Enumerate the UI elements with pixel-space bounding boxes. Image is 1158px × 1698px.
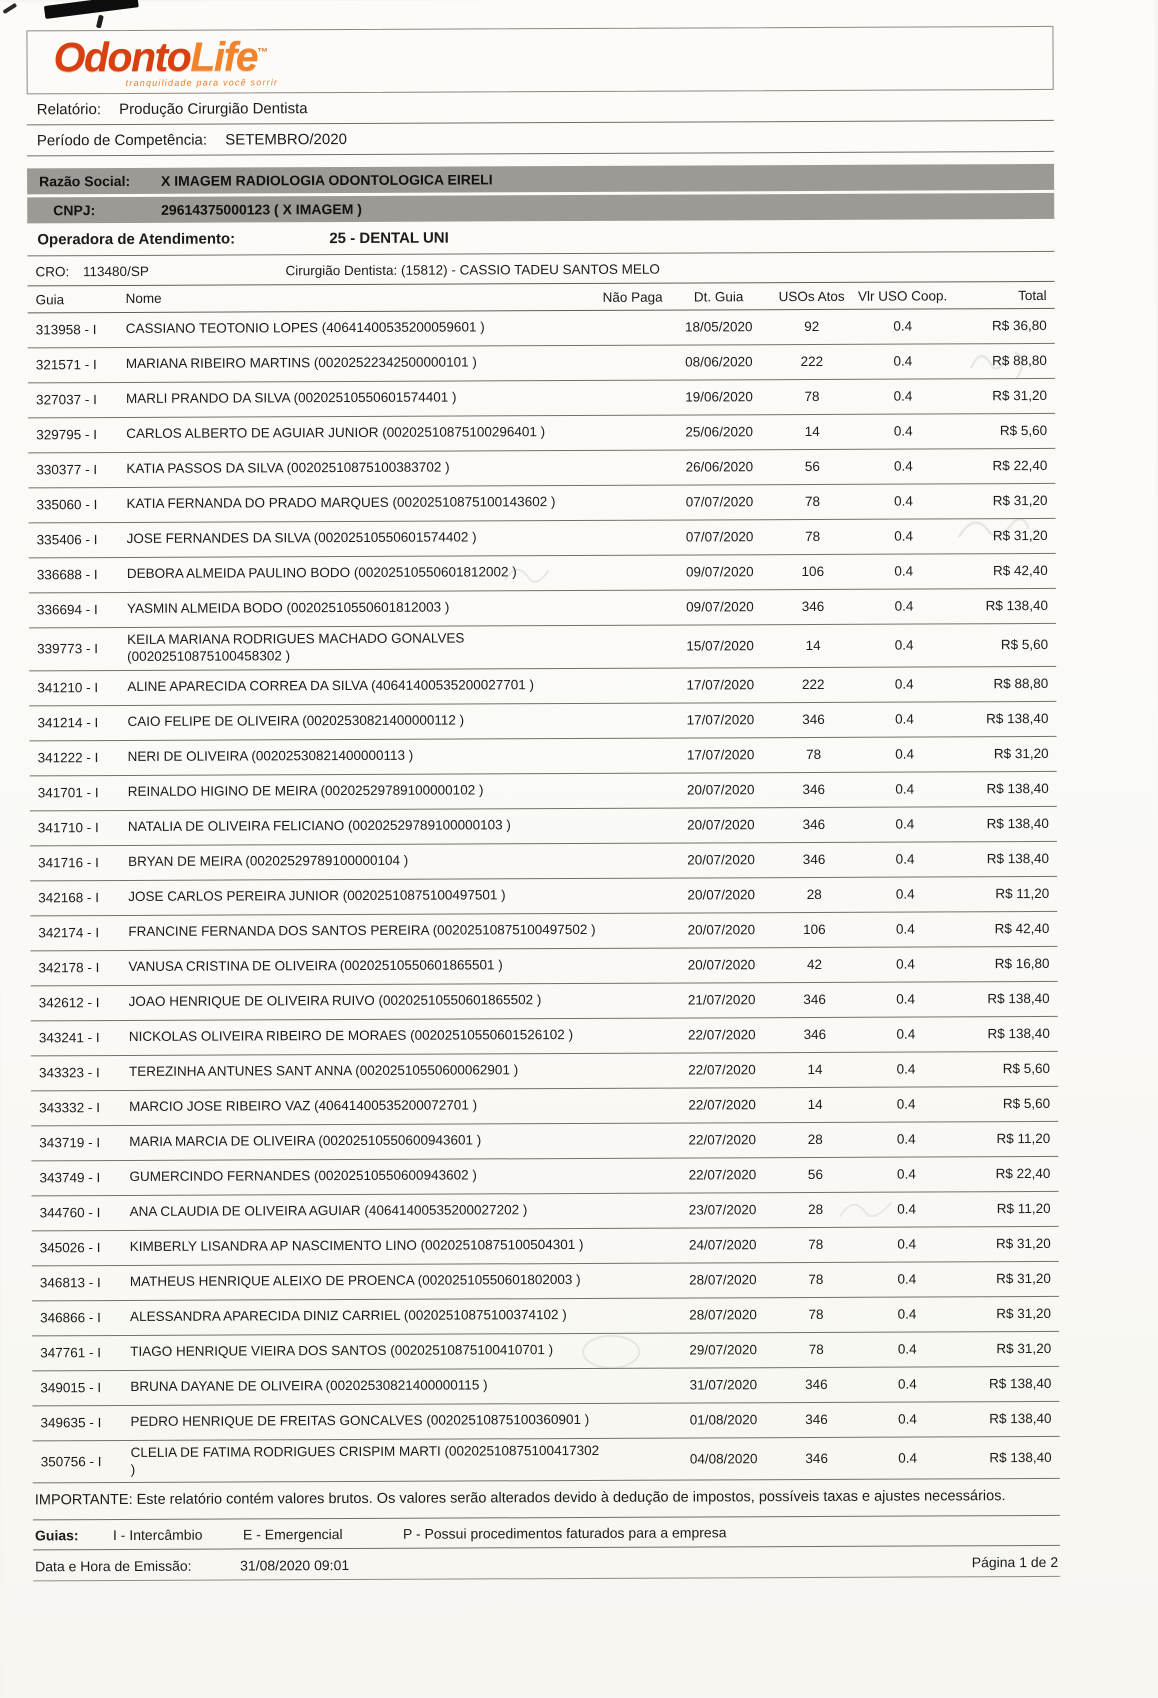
razao-social-label: Razão Social: — [39, 173, 135, 189]
logo-trademark: ™ — [257, 47, 267, 59]
cell-dt-guia: 18/05/2020 — [671, 320, 767, 335]
operadora-value: 25 - DENTAL UNI — [329, 230, 449, 248]
cell-total: R$ 5,60 — [956, 637, 1048, 652]
cell-dt-guia: 07/07/2020 — [671, 495, 767, 510]
cell-nome: CASSIANO TEOTONIO LOPES (40641400535200059601 ) — [126, 319, 595, 338]
cell-usos-atos: 78 — [775, 747, 853, 762]
cell-usos-atos: 14 — [773, 424, 851, 439]
cell-nome: PEDRO HENRIQUE DE FREITAS GONCALVES (00202510875100360901 ) — [130, 1412, 599, 1431]
cell-total: R$ 11,20 — [959, 1201, 1051, 1216]
cell-nome: MARCIO JOSE RIBEIRO VAZ (40641400535200072701 ) — [129, 1097, 598, 1116]
cell-total: R$ 138,40 — [959, 1376, 1051, 1391]
cell-dt-guia: 28/07/2020 — [675, 1272, 771, 1287]
cell-usos-atos: 78 — [774, 529, 852, 544]
cell-nome: JOSE CARLOS PEREIRA JUNIOR (00202510875100497501 ) — [128, 887, 597, 906]
cell-dt-guia: 22/07/2020 — [674, 1097, 770, 1112]
cell-total: R$ 138,40 — [958, 991, 1050, 1006]
cell-vlr-uso-coop: 0.4 — [857, 319, 949, 334]
cell-dt-guia: 07/07/2020 — [672, 530, 768, 545]
cell-nome: DEBORA ALMEIDA PAULINO BODO (00202510550601812002 ) — [127, 564, 596, 583]
cell-usos-atos: 14 — [774, 638, 852, 653]
cell-guia: 343332 - I — [39, 1100, 123, 1115]
cell-guia: 329795 - I — [36, 427, 120, 442]
cell-usos-atos: 78 — [777, 1237, 855, 1252]
table-row — [29, 702, 1056, 741]
cell-nome: JOSE FERNANDES DA SILVA (00202510550601574402 ) — [127, 529, 596, 548]
cell-total: R$ 138,40 — [956, 598, 1048, 613]
legend-intercambio: I - Intercâmbio — [113, 1527, 243, 1544]
table-row — [32, 1297, 1059, 1336]
cell-usos-atos: 28 — [775, 887, 853, 902]
table-row — [30, 737, 1057, 776]
header-guia: Guia — [36, 292, 120, 307]
logo-wordmark — [53, 33, 266, 80]
cell-total: R$ 22,40 — [958, 1166, 1050, 1181]
cell-guia: 342168 - I — [38, 890, 122, 905]
scan-corner-mark — [2, 3, 17, 14]
cell-total: R$ 11,20 — [958, 1131, 1050, 1146]
cell-vlr-uso-coop: 0.4 — [857, 389, 949, 404]
table-row — [29, 519, 1056, 558]
cell-total: R$ 11,20 — [957, 886, 1049, 901]
cell-usos-atos: 92 — [773, 319, 851, 334]
cell-guia: 341222 - I — [38, 750, 122, 765]
cell-vlr-uso-coop: 0.4 — [857, 459, 949, 474]
cell-dt-guia: 20/07/2020 — [673, 922, 769, 937]
table-row — [28, 449, 1055, 488]
cell-vlr-uso-coop: 0.4 — [862, 1450, 954, 1465]
cell-dt-guia: 22/07/2020 — [674, 1132, 770, 1147]
cell-total: R$ 31,20 — [955, 388, 1047, 403]
cnpj-value: 29614375000123 ( X IMAGEM ) — [161, 201, 362, 218]
cell-nome: TEREZINHA ANTUNES SANT ANNA (00202510550600062901 ) — [129, 1062, 598, 1081]
cell-vlr-uso-coop: 0.4 — [860, 1096, 952, 1111]
cell-nome: VANUSA CRISTINA DE OLIVEIRA (00202510550601865501 ) — [128, 957, 597, 976]
cell-vlr-uso-coop: 0.4 — [861, 1376, 953, 1391]
cell-total: R$ 5,60 — [958, 1096, 1050, 1111]
logo-text-odonto: Odonto — [53, 34, 190, 81]
table-row — [29, 589, 1056, 628]
cell-dt-guia: 08/06/2020 — [671, 355, 767, 370]
cell-dt-guia: 31/07/2020 — [675, 1377, 771, 1392]
razao-social-bar — [27, 164, 1054, 194]
cell-dt-guia: 09/07/2020 — [672, 600, 768, 615]
cell-total: R$ 88,80 — [955, 353, 1047, 368]
cell-dt-guia: 21/07/2020 — [674, 992, 770, 1007]
table-row — [31, 1017, 1058, 1056]
cell-total: R$ 31,20 — [959, 1341, 1051, 1356]
table-row — [30, 807, 1057, 846]
cell-total: R$ 138,40 — [959, 1411, 1051, 1426]
report-table-body — [28, 309, 1060, 1484]
cell-nome: ALESSANDRA APARECIDA DINIZ CARRIEL (00202510875100374102 ) — [130, 1307, 599, 1326]
cell-vlr-uso-coop: 0.4 — [858, 564, 950, 579]
guias-label: Guias: — [35, 1527, 113, 1543]
cell-usos-atos: 222 — [774, 677, 852, 692]
header-nao-paga: Não Paga — [601, 290, 665, 305]
operadora-row — [27, 219, 1054, 256]
cell-dt-guia: 20/07/2020 — [673, 817, 769, 832]
cell-dt-guia: 23/07/2020 — [675, 1202, 771, 1217]
periodo-row — [27, 121, 1054, 156]
cell-vlr-uso-coop: 0.4 — [857, 424, 949, 439]
header-vlr-uso-coop: Vlr USO Coop. — [857, 288, 949, 303]
table-row — [28, 309, 1055, 348]
cell-usos-atos: 78 — [773, 494, 851, 509]
cell-vlr-uso-coop: 0.4 — [860, 1166, 952, 1181]
cell-guia: 343323 - I — [39, 1065, 123, 1080]
cell-dt-guia: 20/07/2020 — [673, 852, 769, 867]
cell-guia: 341710 - I — [38, 820, 122, 835]
cell-total: R$ 138,40 — [960, 1450, 1052, 1465]
cell-guia: 342178 - I — [38, 960, 122, 975]
cell-usos-atos: 346 — [775, 782, 853, 797]
relatorio-label: Relatório: — [37, 101, 101, 118]
cell-guia: 342174 - I — [38, 925, 122, 940]
cell-vlr-uso-coop: 0.4 — [859, 852, 951, 867]
header-nome: Nome — [126, 289, 595, 308]
cell-dt-guia: 19/06/2020 — [671, 390, 767, 405]
cell-vlr-uso-coop: 0.4 — [858, 529, 950, 544]
cell-guia: 349015 - I — [40, 1380, 124, 1395]
cro-field — [35, 263, 285, 279]
cell-dt-guia: 15/07/2020 — [672, 638, 768, 653]
cell-guia: 341214 - I — [37, 715, 121, 730]
cell-usos-atos: 106 — [775, 922, 853, 937]
cell-vlr-uso-coop: 0.4 — [859, 887, 951, 902]
table-row — [29, 667, 1056, 706]
cell-guia: 335060 - I — [36, 497, 120, 512]
cell-vlr-uso-coop: 0.4 — [857, 354, 949, 369]
report-content — [26, 26, 1060, 1582]
cell-guia: 341716 - I — [38, 855, 122, 870]
cell-dt-guia: 24/07/2020 — [675, 1237, 771, 1252]
cell-nome: KEILA MARIANA RODRIGUES MACHADO GONALVES (00202510875100458302 ) — [127, 630, 596, 666]
cell-usos-atos: 346 — [777, 1377, 855, 1392]
cell-total: R$ 22,40 — [955, 458, 1047, 473]
cell-nome: JOAO HENRIQUE DE OLIVEIRA RUIVO (00202510550601865502 ) — [129, 992, 598, 1011]
table-row — [32, 1367, 1059, 1406]
cell-vlr-uso-coop: 0.4 — [858, 599, 950, 614]
cell-total: R$ 16,80 — [957, 956, 1049, 971]
cell-dt-guia: 01/08/2020 — [675, 1412, 771, 1427]
cell-total: R$ 31,20 — [959, 1236, 1051, 1251]
cell-total: R$ 138,40 — [957, 851, 1049, 866]
legend-emergencial: E - Emergencial — [243, 1526, 403, 1543]
cnpj-label: CNPJ: — [39, 202, 135, 218]
cell-usos-atos: 78 — [777, 1307, 855, 1322]
cell-usos-atos: 346 — [778, 1451, 856, 1466]
cro-label: CRO: — [35, 264, 69, 279]
cell-nome: MARIANA RIBEIRO MARTINS (00202522342500000101 ) — [126, 354, 595, 373]
cell-nome: MARLI PRANDO DA SILVA (00202510550601574401 ) — [126, 389, 595, 408]
cell-nome: MARIA MARCIA DE OLIVEIRA (00202510550600943601 ) — [129, 1132, 598, 1151]
table-row — [32, 1332, 1059, 1371]
cell-usos-atos: 346 — [777, 1412, 855, 1427]
cell-total: R$ 138,40 — [957, 816, 1049, 831]
table-row — [29, 624, 1056, 671]
table-row — [32, 1402, 1059, 1441]
cell-vlr-uso-coop: 0.4 — [861, 1236, 953, 1251]
table-row — [31, 982, 1058, 1021]
cell-nome: FRANCINE FERNANDA DOS SANTOS PEREIRA (00202510875100497502 ) — [128, 922, 597, 941]
scan-ink-mark-small — [96, 15, 104, 29]
cell-usos-atos: 346 — [776, 1027, 854, 1042]
table-header-row — [28, 281, 1055, 313]
cell-vlr-uso-coop: 0.4 — [860, 1061, 952, 1076]
header-usos-atos: USOs Atos — [773, 289, 851, 304]
cell-dt-guia: 20/07/2020 — [673, 957, 769, 972]
cell-guia: 336688 - I — [37, 567, 121, 582]
cell-vlr-uso-coop: 0.4 — [860, 1131, 952, 1146]
cell-guia: 344760 - I — [40, 1205, 124, 1220]
cell-guia: 341210 - I — [37, 680, 121, 695]
header-dt-guia: Dt. Guia — [671, 289, 767, 304]
cell-usos-atos: 346 — [774, 599, 852, 614]
cell-dt-guia: 20/07/2020 — [673, 887, 769, 902]
cell-nome: REINALDO HIGINO DE MEIRA (00202529789100000102 ) — [128, 782, 597, 801]
cell-nome: YASMIN ALMEIDA BODO (00202510550601812003 ) — [127, 599, 596, 618]
cell-vlr-uso-coop: 0.4 — [860, 992, 952, 1007]
table-row — [30, 842, 1057, 881]
header-total: Total — [955, 288, 1047, 303]
razao-social-value: X IMAGEM RADIOLOGIA ODONTOLOGICA EIRELI — [161, 171, 493, 188]
cell-dt-guia: 22/07/2020 — [674, 1062, 770, 1077]
cell-guia: 327037 - I — [36, 392, 120, 407]
table-row — [32, 1262, 1059, 1301]
cell-total: R$ 36,80 — [955, 318, 1047, 333]
emission-value: 31/08/2020 09:01 — [240, 1554, 972, 1573]
odontolife-logo — [53, 36, 278, 88]
cell-dt-guia: 29/07/2020 — [675, 1342, 771, 1357]
cell-usos-atos: 56 — [773, 459, 851, 474]
cell-usos-atos: 346 — [775, 852, 853, 867]
cell-nome: ANA CLAUDIA DE OLIVEIRA AGUIAR (40641400535200027202 ) — [130, 1202, 599, 1221]
cell-dt-guia: 04/08/2020 — [676, 1451, 772, 1466]
table-row — [31, 1122, 1058, 1161]
cell-vlr-uso-coop: 0.4 — [859, 817, 951, 832]
cell-total: R$ 31,20 — [957, 746, 1049, 761]
cell-total: R$ 31,20 — [956, 528, 1048, 543]
cell-guia: 313958 - I — [36, 322, 120, 337]
cell-dt-guia: 17/07/2020 — [672, 677, 768, 692]
cell-nome: CLELIA DE FATIMA RODRIGUES CRISPIM MARTI (00202510875100417302 ) — [131, 1443, 600, 1479]
cell-nome: TIAGO HENRIQUE VIEIRA DOS SANTOS (00202510875100410701 ) — [130, 1342, 599, 1361]
cell-usos-atos: 346 — [775, 817, 853, 832]
logo-tagline: tranquilidade para você sorrir — [54, 78, 279, 88]
logo-box — [26, 26, 1053, 94]
cell-guia: 345026 - I — [40, 1240, 124, 1255]
cell-usos-atos: 346 — [776, 992, 854, 1007]
cell-usos-atos: 78 — [777, 1272, 855, 1287]
cell-guia: 346813 - I — [40, 1275, 124, 1290]
cell-total: R$ 138,40 — [957, 781, 1049, 796]
cell-guia: 350756 - I — [41, 1454, 125, 1469]
cell-vlr-uso-coop: 0.4 — [858, 677, 950, 692]
cell-nome: GUMERCINDO FERNANDES (00202510550600943602 ) — [129, 1167, 598, 1186]
cell-vlr-uso-coop: 0.4 — [859, 747, 951, 762]
periodo-label: Período de Competência: — [37, 132, 207, 150]
cell-nome: CARLOS ALBERTO DE AGUIAR JUNIOR (00202510875100296401 ) — [126, 424, 595, 443]
cell-vlr-uso-coop: 0.4 — [860, 1027, 952, 1042]
cell-usos-atos: 28 — [777, 1202, 855, 1217]
cell-dt-guia: 17/07/2020 — [673, 747, 769, 762]
cell-nome: NERI DE OLIVEIRA (00202530821400000113 ) — [128, 747, 597, 766]
table-row — [31, 1087, 1058, 1126]
cell-vlr-uso-coop: 0.4 — [859, 922, 951, 937]
cell-total: R$ 42,40 — [957, 921, 1049, 936]
cell-nome: NICKOLAS OLIVEIRA RIBEIRO DE MORAES (00202510550601526102 ) — [129, 1027, 598, 1046]
report-table — [28, 281, 1060, 1484]
dentist-line: Cirurgião Dentista: (15812) - CASSIO TADEU SANTOS MELO — [285, 260, 1046, 278]
cell-usos-atos: 106 — [774, 564, 852, 579]
cell-guia: 321571 - I — [36, 357, 120, 372]
cell-vlr-uso-coop: 0.4 — [859, 782, 951, 797]
cell-total: R$ 5,60 — [958, 1061, 1050, 1076]
cell-vlr-uso-coop: 0.4 — [861, 1411, 953, 1426]
table-row — [30, 912, 1057, 951]
guias-legend-row — [33, 1516, 1060, 1550]
cell-guia: 346866 - I — [40, 1310, 124, 1325]
cell-total: R$ 31,20 — [959, 1271, 1051, 1286]
cell-nome: BRUNA DAYANE DE OLIVEIRA (00202530821400000115 ) — [130, 1377, 599, 1396]
cell-dt-guia: 17/07/2020 — [672, 712, 768, 727]
cell-usos-atos: 78 — [773, 389, 851, 404]
periodo-value: SETEMBRO/2020 — [225, 131, 347, 149]
table-row — [28, 344, 1055, 383]
table-row — [30, 947, 1057, 986]
cell-nome: NATALIA DE OLIVEIRA FELICIANO (00202529789100000103 ) — [128, 817, 597, 836]
table-row — [28, 414, 1055, 453]
cell-vlr-uso-coop: 0.4 — [861, 1341, 953, 1356]
cell-usos-atos: 14 — [776, 1062, 854, 1077]
table-row — [32, 1227, 1059, 1266]
important-note: IMPORTANTE: Este relatório contém valores brutos. Os valores serão alterados devido à dedução de impostos, possíveis taxas e ajustes necessários. — [33, 1479, 1060, 1520]
cell-guia: 347761 - I — [40, 1345, 124, 1360]
legend-faturados: P - Possui procedimentos faturados para a empresa — [403, 1524, 727, 1541]
cell-usos-atos: 346 — [774, 712, 852, 727]
cell-total: R$ 5,60 — [955, 423, 1047, 438]
cell-guia: 339773 - I — [37, 641, 121, 656]
cell-vlr-uso-coop: 0.4 — [861, 1306, 953, 1321]
cell-dt-guia: 20/07/2020 — [673, 782, 769, 797]
cell-dt-guia: 26/06/2020 — [671, 460, 767, 475]
table-row — [32, 1192, 1059, 1231]
cell-total: R$ 88,80 — [956, 676, 1048, 691]
cell-vlr-uso-coop: 0.4 — [858, 712, 950, 727]
cell-usos-atos: 28 — [776, 1132, 854, 1147]
table-row — [31, 1157, 1058, 1196]
cell-total: R$ 42,40 — [956, 563, 1048, 578]
cell-guia: 343719 - I — [39, 1135, 123, 1150]
cell-total: R$ 31,20 — [955, 493, 1047, 508]
cell-guia: 349635 - I — [40, 1415, 124, 1430]
cell-total: R$ 31,20 — [959, 1306, 1051, 1321]
cell-guia: 343241 - I — [39, 1030, 123, 1045]
table-row — [28, 484, 1055, 523]
table-row — [29, 554, 1056, 593]
cell-vlr-uso-coop: 0.4 — [859, 957, 951, 972]
cell-nome: MATHEUS HENRIQUE ALEIXO DE PROENCA (00202510550601802003 ) — [130, 1272, 599, 1291]
cro-dentist-row — [27, 252, 1054, 285]
cell-nome: CAIO FELIPE DE OLIVEIRA (00202530821400000112 ) — [127, 712, 596, 731]
cell-nome: KIMBERLY LISANDRA AP NASCIMENTO LINO (00202510875100504301 ) — [130, 1237, 599, 1256]
operadora-label: Operadora de Atendimento: — [37, 230, 235, 248]
cell-usos-atos: 78 — [777, 1342, 855, 1357]
cell-guia: 335406 - I — [37, 532, 121, 547]
cell-total: R$ 138,40 — [958, 1026, 1050, 1041]
cell-nome: BRYAN DE MEIRA (00202529789100000104 ) — [128, 852, 597, 871]
cell-vlr-uso-coop: 0.4 — [858, 638, 950, 653]
cell-dt-guia: 09/07/2020 — [672, 565, 768, 580]
emission-row — [33, 1546, 1060, 1581]
emission-label: Data e Hora de Emissão: — [35, 1558, 240, 1575]
table-row — [30, 772, 1057, 811]
cell-guia: 341701 - I — [38, 785, 122, 800]
relatorio-row — [27, 90, 1054, 125]
cell-usos-atos: 42 — [775, 957, 853, 972]
cell-nome: KATIA FERNANDA DO PRADO MARQUES (00202510875100143602 ) — [126, 494, 595, 513]
cell-guia: 342612 - I — [39, 995, 123, 1010]
cell-usos-atos: 222 — [773, 354, 851, 369]
logo-text-life: Life — [190, 33, 257, 79]
cell-usos-atos: 56 — [776, 1167, 854, 1182]
cell-dt-guia: 22/07/2020 — [674, 1027, 770, 1042]
cell-guia: 343749 - I — [39, 1170, 123, 1185]
table-row — [31, 1052, 1058, 1091]
cell-vlr-uso-coop: 0.4 — [861, 1271, 953, 1286]
cell-guia: 336694 - I — [37, 602, 121, 617]
cell-dt-guia: 25/06/2020 — [671, 425, 767, 440]
cell-dt-guia: 22/07/2020 — [674, 1167, 770, 1182]
cell-dt-guia: 28/07/2020 — [675, 1307, 771, 1322]
table-row — [28, 379, 1055, 418]
table-row — [33, 1437, 1060, 1484]
cell-total: R$ 138,40 — [956, 711, 1048, 726]
page-number: Página 1 de 2 — [972, 1554, 1058, 1570]
cro-value: 113480/SP — [83, 264, 149, 279]
cell-usos-atos: 14 — [776, 1097, 854, 1112]
relatorio-value: Produção Cirurgião Dentista — [119, 100, 308, 118]
cell-vlr-uso-coop: 0.4 — [861, 1201, 953, 1216]
cell-nome: ALINE APARECIDA CORREA DA SILVA (40641400535200027701 ) — [127, 677, 596, 696]
scan-ink-mark — [44, 0, 139, 19]
cell-nome: KATIA PASSOS DA SILVA (00202510875100383702 ) — [126, 459, 595, 478]
cell-vlr-uso-coop: 0.4 — [857, 494, 949, 509]
cell-guia: 330377 - I — [36, 462, 120, 477]
table-row — [30, 877, 1057, 916]
